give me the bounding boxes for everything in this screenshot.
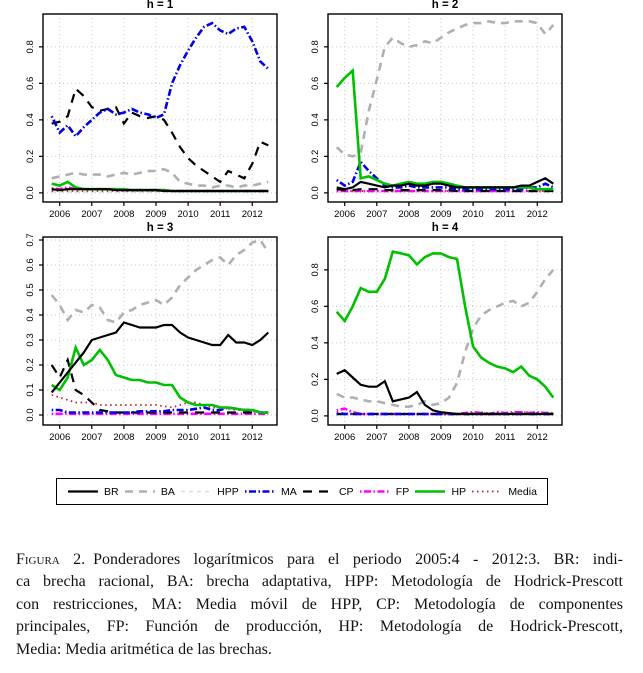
series-BA-h1 xyxy=(52,169,269,187)
panel-h3 xyxy=(25,222,277,443)
x-tick-label: 2007 xyxy=(366,209,388,220)
y-tick-label: 0.8 xyxy=(310,40,321,54)
y-tick-label: 0.6 xyxy=(25,258,36,272)
x-tick-label: 2012 xyxy=(241,432,263,443)
legend-line-sample-CP xyxy=(302,487,334,496)
legend-line-sample-Media xyxy=(471,487,503,496)
x-tick-label: 2009 xyxy=(145,209,167,220)
x-tick-label: 2012 xyxy=(526,209,548,220)
legend-item-BA xyxy=(124,486,175,498)
x-tick-label: 2011 xyxy=(494,209,516,220)
y-tick-label: 0.0 xyxy=(25,186,36,200)
x-tick-label: 2011 xyxy=(209,209,231,220)
figure-caption xyxy=(16,549,623,661)
legend-line-sample-BA xyxy=(124,487,156,496)
series-CP-h1 xyxy=(52,89,269,182)
chart-legend xyxy=(56,478,548,505)
panel-title-h1: h = 1 xyxy=(146,0,174,11)
x-tick-label: 2012 xyxy=(241,209,263,220)
legend-item-FP xyxy=(359,486,409,498)
series-BA-h3 xyxy=(52,240,269,323)
caption-line-2: ca brecha racional, BA: brecha adaptativa, HPP: Metodología de Hodrick-Prescott xyxy=(16,573,623,591)
x-tick-label: 2011 xyxy=(209,432,231,443)
y-tick-label: 0.2 xyxy=(310,149,321,163)
x-tick-label: 2008 xyxy=(398,432,420,443)
series-HP-h3 xyxy=(52,348,269,413)
legend-label-Media: Media xyxy=(508,485,537,498)
panel-title-h2: h = 2 xyxy=(431,0,459,11)
legend-line-sample-HPP xyxy=(180,487,212,496)
y-tick-label: 0.2 xyxy=(310,372,321,386)
caption-figure-label: Figura 2. xyxy=(16,551,86,568)
panel-title-h3: h = 3 xyxy=(146,222,174,234)
x-tick-label: 2009 xyxy=(145,432,167,443)
legend-line-sample-BR xyxy=(67,487,99,496)
series-BR-h1 xyxy=(52,189,269,191)
y-tick-label: 0.3 xyxy=(25,333,36,347)
legend-label-CP: CP xyxy=(338,485,354,498)
y-tick-label: 0.1 xyxy=(25,383,36,397)
x-tick-label: 2006 xyxy=(334,209,356,220)
y-tick-label: 0.2 xyxy=(25,149,36,163)
x-tick-label: 2009 xyxy=(430,209,452,220)
y-tick-label: 0.4 xyxy=(310,336,321,350)
series-BR-h3 xyxy=(52,323,269,393)
x-tick-label: 2006 xyxy=(334,432,356,443)
y-tick-label: 0.2 xyxy=(25,358,36,372)
x-tick-label: 2010 xyxy=(462,209,484,220)
legend-label-HP: HP xyxy=(451,485,467,498)
series-BA-h2 xyxy=(337,21,554,156)
y-tick-label: 0.4 xyxy=(25,113,36,127)
y-tick-label: 0.4 xyxy=(310,113,321,127)
y-tick-label: 0.0 xyxy=(310,409,321,423)
x-tick-label: 2006 xyxy=(49,209,71,220)
caption-text-1: Ponderadores logarítmicos para el periodo 2005:4 - 2012:3. BR: indi- xyxy=(93,551,624,568)
y-tick-label: 0.8 xyxy=(310,263,321,277)
series-HP-h4 xyxy=(337,252,554,398)
legend-label-HPP: HPP xyxy=(217,485,239,498)
panel-title-h4: h = 4 xyxy=(431,222,459,234)
y-tick-label: 0.0 xyxy=(310,186,321,200)
x-tick-label: 2010 xyxy=(177,432,199,443)
y-tick-label: 0.7 xyxy=(25,233,36,247)
panel-h4 xyxy=(310,222,562,443)
legend-label-BA: BA xyxy=(160,485,175,498)
legend-item-BR xyxy=(67,486,119,498)
x-tick-label: 2008 xyxy=(113,209,135,220)
x-tick-label: 2006 xyxy=(49,432,71,443)
x-tick-label: 2008 xyxy=(113,432,135,443)
x-tick-label: 2008 xyxy=(398,209,420,220)
x-tick-label: 2010 xyxy=(462,432,484,443)
x-tick-label: 2007 xyxy=(366,432,388,443)
legend-line-sample-MA xyxy=(244,487,276,496)
x-tick-label: 2012 xyxy=(526,432,548,443)
series-MA-h1 xyxy=(52,23,269,136)
caption-line-4: principales, FP: Función de producción, HP: Metodología de Hodrick-Prescott, xyxy=(16,618,623,636)
x-tick-label: 2007 xyxy=(81,432,103,443)
legend-label-BR: BR xyxy=(104,485,119,498)
caption-line-5: Media: Media aritmética de las brechas. xyxy=(16,640,272,658)
legend-label-FP: FP xyxy=(395,485,410,498)
series-HP-h2 xyxy=(337,71,554,190)
y-tick-label: 0.5 xyxy=(25,283,36,297)
series-BR-h4 xyxy=(337,370,554,414)
legend-label-MA: MA xyxy=(280,485,297,498)
x-tick-label: 2007 xyxy=(81,209,103,220)
y-tick-label: 0.6 xyxy=(25,76,36,90)
y-tick-label: 0.6 xyxy=(310,299,321,313)
legend-item-HPP xyxy=(180,486,239,498)
legend-item-CP xyxy=(302,486,354,498)
x-tick-label: 2009 xyxy=(430,432,452,443)
series-CP-h3 xyxy=(52,360,269,413)
caption-line-1 xyxy=(16,549,623,571)
caption-line-3: con restricciones, MA: Media móvil de HPP, CP: Metodología de componentes xyxy=(16,595,623,613)
legend-item-Media xyxy=(471,486,537,498)
y-tick-label: 0.6 xyxy=(310,76,321,90)
x-tick-label: 2010 xyxy=(177,209,199,220)
legend-item-MA xyxy=(244,486,297,498)
y-tick-label: 0.8 xyxy=(25,40,36,54)
x-tick-label: 2011 xyxy=(494,432,516,443)
legend-line-sample-HP xyxy=(414,487,446,496)
panel-h2 xyxy=(310,0,562,220)
panel-h1 xyxy=(25,0,277,220)
legend-line-sample-FP xyxy=(359,487,391,496)
legend-item-HP xyxy=(414,486,466,498)
y-tick-label: 0.0 xyxy=(25,408,36,422)
y-tick-label: 0.4 xyxy=(25,308,36,322)
